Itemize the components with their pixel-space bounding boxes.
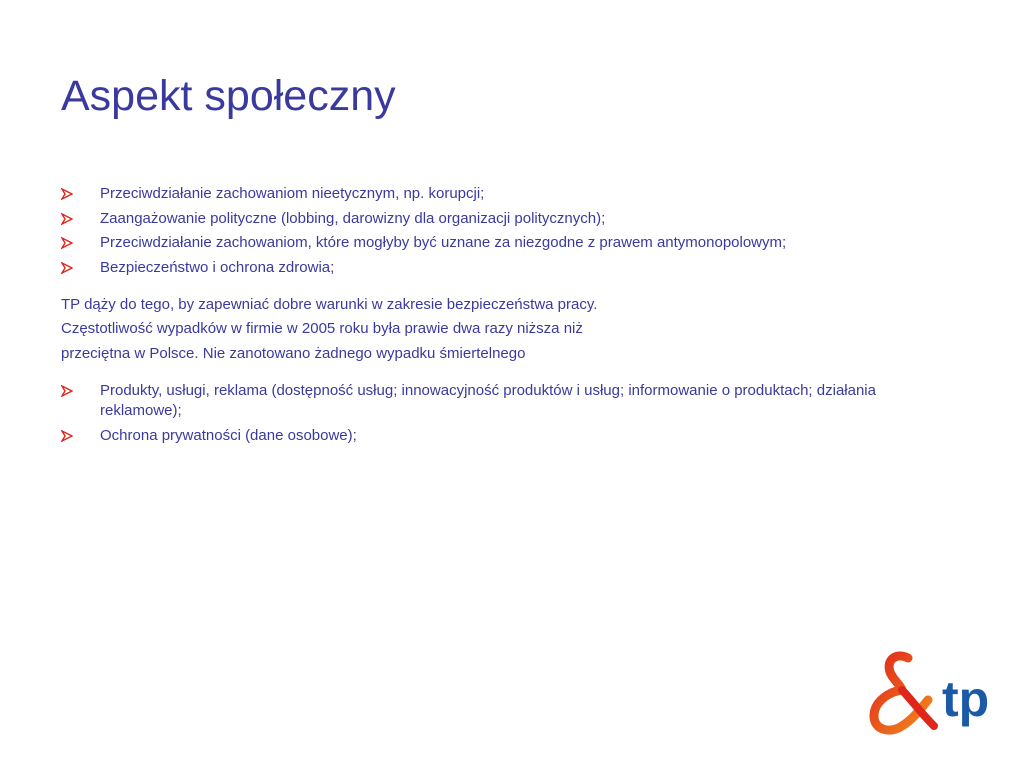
bullet-list-2 xyxy=(61,381,941,446)
arrowhead-bullet-icon xyxy=(61,262,73,274)
list-item xyxy=(61,381,941,421)
list-item xyxy=(61,233,941,253)
list-item-text: Przeciwdziałanie zachowaniom nieetycznym, np. korupcji; xyxy=(100,185,485,202)
paragraph-line: Częstotliwość wypadków w firmie w 2005 roku była prawie dwa razy niższa niż xyxy=(61,320,583,337)
list-item-text: Przeciwdziałanie zachowaniom, które mogłyby być uznane za niezgodne z prawem antymonopolowym; xyxy=(100,234,787,251)
list-item xyxy=(61,184,941,204)
list-item-text: Produkty, usługi, reklama (dostępność usług; innowacyjność produktów i usług; informowanie o produktach; działania reklamowe); xyxy=(100,382,876,419)
safety-paragraph xyxy=(61,293,941,367)
bullet-list-1 xyxy=(61,184,941,278)
slide-body xyxy=(61,184,941,450)
arrowhead-bullet-icon xyxy=(61,430,73,442)
arrowhead-bullet-icon xyxy=(61,237,73,249)
tp-logo xyxy=(868,650,1008,738)
paragraph-line: przeciętna w Polsce. Nie zanotowano żadnego wypadku śmiertelnego xyxy=(61,344,526,362)
ampersand-icon xyxy=(874,656,934,730)
list-item xyxy=(61,426,941,446)
logo-text: tp xyxy=(942,671,990,727)
list-item-text: Ochrona prywatności (dane osobowe); xyxy=(100,426,357,444)
arrowhead-bullet-icon xyxy=(61,213,73,225)
paragraph-line: TP dąży do tego, by zapewniać dobre warunki w zakresie bezpieczeństwa pracy. xyxy=(61,295,598,313)
list-item xyxy=(61,258,941,278)
list-item-text: Zaangażowanie polityczne (lobbing, darowizny dla organizacji politycznych); xyxy=(100,209,606,227)
arrowhead-bullet-icon xyxy=(61,188,73,200)
list-item xyxy=(61,209,941,229)
arrowhead-bullet-icon xyxy=(61,385,73,397)
slide-title: Aspekt społeczny xyxy=(61,72,396,120)
list-item-text: Bezpieczeństwo i ochrona zdrowia; xyxy=(100,258,335,276)
